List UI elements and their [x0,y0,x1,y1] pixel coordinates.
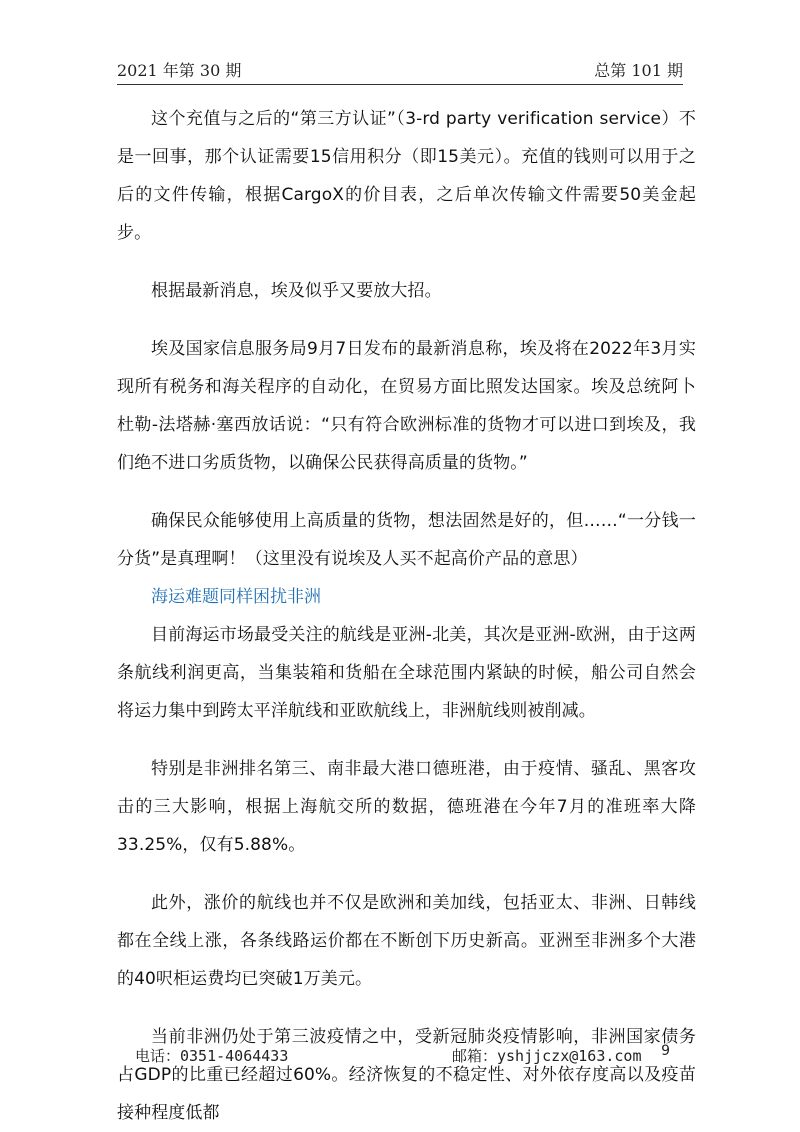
email-contact: 邮箱：yshjjczx@163.com [452,1047,642,1065]
issue-label: 2021 年第 30 期 [117,61,242,80]
page-header [117,58,683,82]
page-footer [135,1045,670,1067]
header-rule [117,84,683,85]
total-issue-label: 总第 101 期 [594,61,683,80]
paragraph: 这个充值与之后的“第三方认证”（3-rd party verification service）不是一回事，那个认证需要15信用积分（即15美元）。充值的钱则可以用于之后的文件传输，根据CargoX的价目表，之后单次传输文件需要50美金起步。 [117,109,696,243]
paragraph: 确保民众能够使用上高质量的货物，想法固然是好的，但……“一分钱一分货”是真理啊！（这里没有说埃及人买不起高价产品的意思） [117,511,696,569]
paragraph: 埃及国家信息服务局9月7日发布的最新消息称，埃及将在2022年3月实现所有税务和海关程序的自动化，在贸易方面比照发达国家。埃及总统阿卜杜勒-法塔赫·塞西放话说：“只有符合欧洲标准的货物才可以进口到埃及，我们绝不进口劣质货物，以确保公民获得高质量的货物。” [117,339,696,473]
paragraph: 根据最新消息，埃及似乎又要放大招。 [151,281,442,301]
article-body [117,100,696,1132]
section-heading: 海运难题同样困扰非洲 [151,587,321,607]
paragraph: 特别是非洲排名第三、南非最大港口德班港，由于疫情、骚乱、黑客攻击的三大影响，根据上海航交所的数据，德班港在今年7月的准班率大降33.25%，仅有5.88%。 [117,759,696,855]
paragraph: 目前海运市场最受关注的航线是亚洲-北美，其次是亚洲-欧洲，由于这两条航线利润更高，当集装箱和货船在全球范围内紧缺的时候，船公司自然会将运力集中到跨太平洋航线和亚欧航线上，非洲航线则被削减。 [117,625,696,721]
paragraph: 当前非洲仍处于第三波疫情之中，受新冠肺炎疫情影响，非洲国家债务占GDP的比重已经超过60%。经济恢复的不稳定性、对外依存度高以及疫苗接种程度低都 [117,1027,696,1123]
phone-contact: 电话：0351-4064433 [135,1047,289,1065]
paragraph: 此外，涨价的航线也并不仅是欧洲和美加线，包括亚太、非洲、日韩线都在全线上涨，各条线路运价都在不断创下历史新高。亚洲至非洲多个大港的40呎柜运费均已突破1万美元。 [117,893,696,989]
page-number: 9 [661,1043,670,1059]
